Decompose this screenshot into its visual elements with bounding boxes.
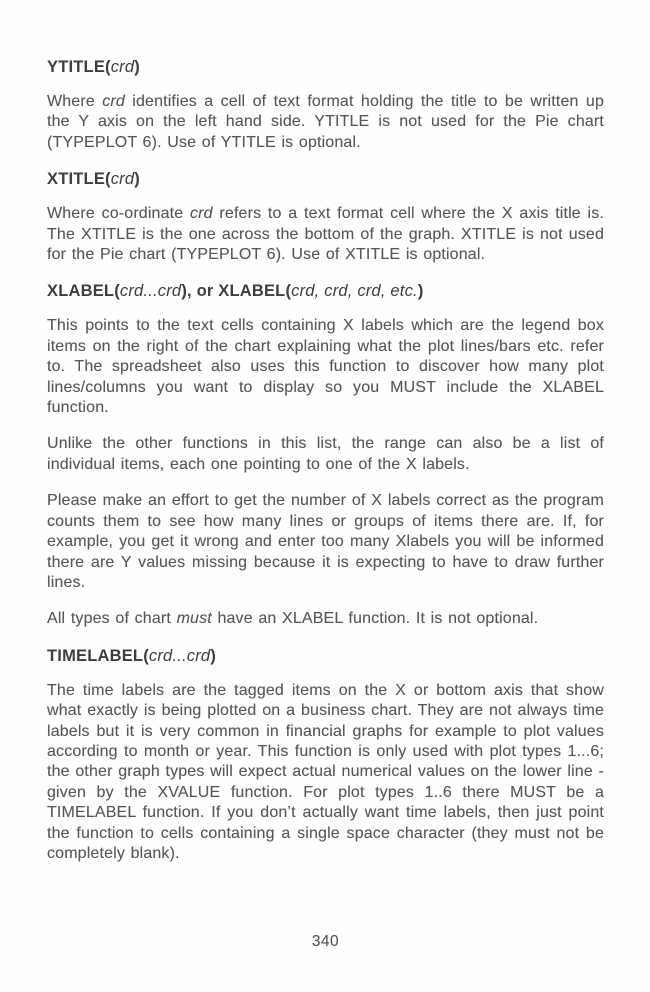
text-run: Where co-ordinate xyxy=(47,205,191,223)
function-heading-xlabel xyxy=(47,281,604,301)
function-heading-ytitle xyxy=(47,57,604,77)
text-run: have an XLABEL function. It is not optional. xyxy=(211,610,539,628)
section-xlabel xyxy=(47,281,604,629)
paragraph xyxy=(47,491,604,593)
function-heading-xtitle xyxy=(47,169,604,189)
text-run: The time labels are the tagged items on the X or bottom axis that show what exactly is being plotted on a business chart. They are not always time labels but it is very common in financial graphs for example to plot values according to month or year. This function is only used with plot types 1...6; the other graph types will expect actual numerical values on the lower line - given by the XVALUE function. For plot types 1..6 there MUST be a TIMELABEL function. If you don’t actually want time labels, then just point the function to cells containing a single space character (they must not be completely blank). xyxy=(47,681,604,862)
section-xtitle xyxy=(47,169,604,265)
text-run: XLABEL( xyxy=(47,282,120,301)
paragraph xyxy=(47,92,604,153)
page-number: 340 xyxy=(311,933,340,950)
paragraph xyxy=(47,316,604,418)
text-run: ) xyxy=(134,58,140,76)
text-run-italic: crd...crd xyxy=(119,282,182,301)
text-run: This points to the text cells containing X labels which are the legend box items on the right of the chart explaining what the plot lines/bars etc. refer to. The spreadsheet also uses this function to discover how many plot lines/columns you want to display so you MUST include the XLABEL function. xyxy=(47,317,604,417)
text-run: refers to a text format cell where the X axis title is. The XTITLE is the one across the bottom of the graph. XTITLE is not used for the Pie chart (TYPEPLOT 6). Use of XTITLE is optional. xyxy=(47,205,605,264)
text-run: ) xyxy=(417,282,424,301)
section-ytitle xyxy=(47,57,604,153)
text-run: XTITLE( xyxy=(47,170,111,189)
text-run: ), or XLABEL( xyxy=(181,282,292,301)
section-timelabel xyxy=(47,646,604,865)
paragraph xyxy=(47,204,604,265)
text-run-italic: crd xyxy=(102,93,125,110)
text-run: ) xyxy=(134,170,140,189)
text-run: ) xyxy=(210,646,217,665)
function-heading-timelabel xyxy=(47,646,604,666)
text-run-italic: must xyxy=(176,610,212,628)
text-run-italic: crd xyxy=(110,58,135,76)
text-run: Please make an effort to get the number of X labels correct as the program counts them to see how many lines or groups of items there are. If, for example, you get it wrong and enter too many Xlabels you will be informed there are Y values missing because it is expecting to have to draw further lines. xyxy=(47,492,604,591)
text-run: All types of chart xyxy=(47,610,177,628)
paragraph xyxy=(47,681,604,865)
text-run-italic: crd xyxy=(190,205,213,223)
text-run: Unlike the other functions in this list, the range can also be a list of individual items, each one pointing to one of the X labels. xyxy=(47,435,604,473)
text-run: TIMELABEL( xyxy=(47,646,149,665)
text-run: Where xyxy=(47,93,103,110)
paragraph xyxy=(47,434,604,475)
text-run: identifies a cell of text format holding the title to be written up the Y axis on the left hand side. YTITLE is not used for the Pie chart (TYPEPLOT 6). Use of YTITLE is optional. xyxy=(47,93,604,151)
text-run-italic: crd xyxy=(110,170,135,189)
text-run: YTITLE( xyxy=(47,58,111,76)
paragraph xyxy=(47,609,604,629)
text-run-italic: crd...crd xyxy=(148,646,211,665)
text-run-italic: crd, crd, crd, etc. xyxy=(291,282,418,301)
